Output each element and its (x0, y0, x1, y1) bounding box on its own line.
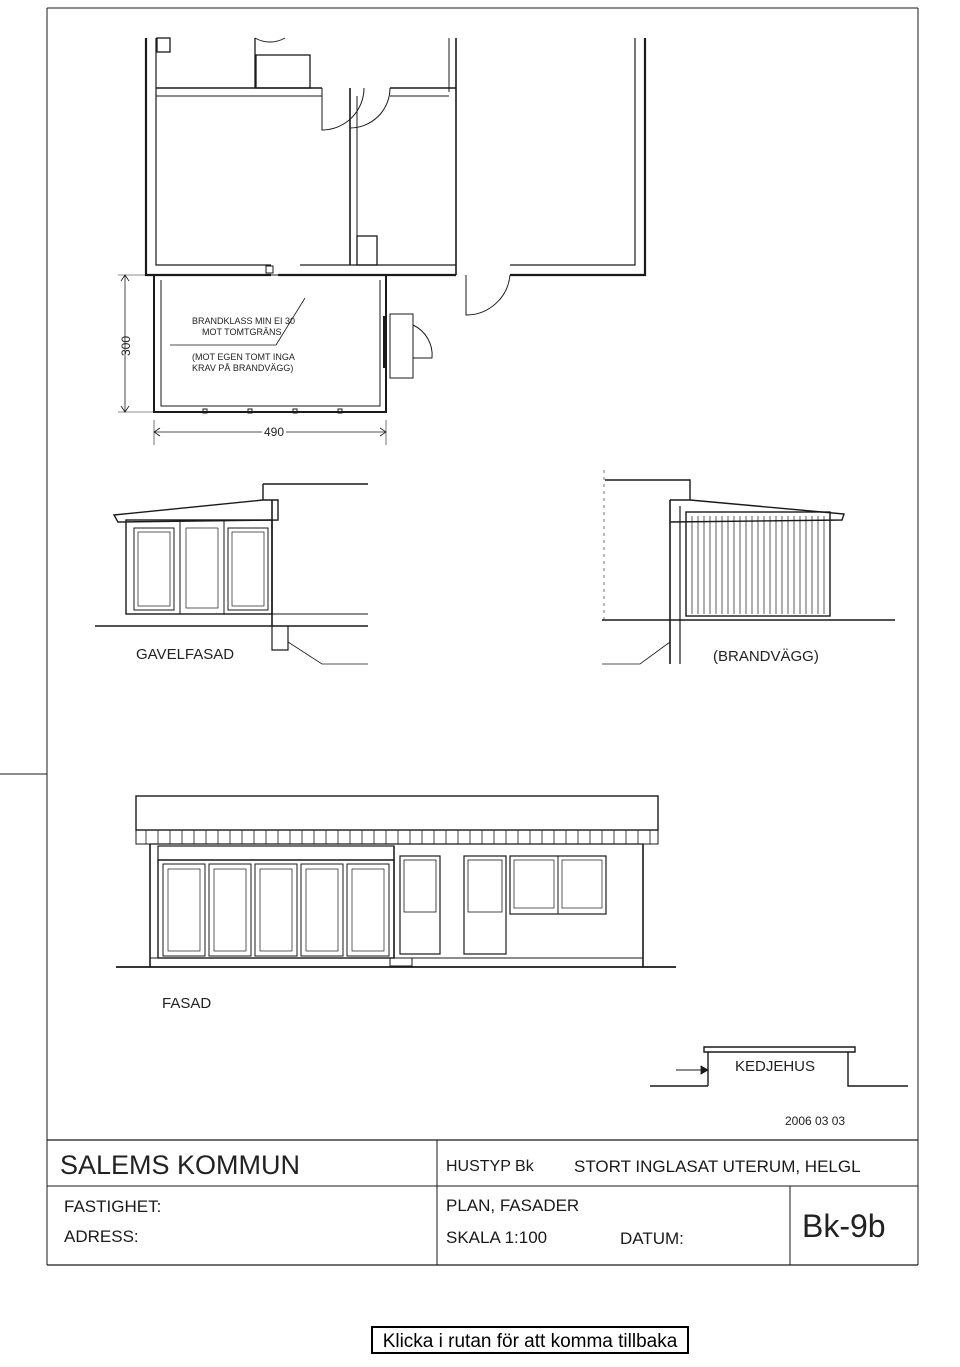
gable-facade-label: GAVELFASAD (136, 646, 235, 663)
dimension-height: 300 (119, 335, 133, 356)
plan-note-own-plot: (MOT EGEN TOMT INGA (192, 352, 295, 362)
house-description: STORT INGLASAT UTERUM, HELGL (574, 1157, 861, 1176)
facade-label: FASAD (162, 995, 212, 1012)
dimension-width: 490 (264, 425, 285, 439)
drawing-date: 2006 03 03 (785, 1114, 846, 1128)
plan-note-no-firewall: KRAV PÅ BRANDVÄGG) (192, 363, 294, 373)
plan-note-fire-class: BRANDKLASS MIN EI 30 (192, 316, 296, 326)
address-label: ADRESS: (64, 1227, 139, 1246)
chain-house-label: KEDJEHUS (735, 1058, 816, 1075)
back-link-button[interactable]: Klicka i rutan för att komma tillbaka (371, 1326, 689, 1354)
sheet-code: Bk-9b (802, 1208, 886, 1244)
drawing-content: PLAN, FASADER (446, 1196, 580, 1215)
firewall-label: (BRANDVÄGG) (713, 648, 819, 665)
date-label: DATUM: (620, 1229, 684, 1248)
floor-plan (118, 38, 645, 445)
property-label: FASTIGHET: (64, 1197, 162, 1216)
house-type: HUSTYP Bk (446, 1158, 534, 1175)
main-facade (116, 796, 676, 967)
plan-note-boundary: MOT TOMTGRÄNS (202, 327, 282, 337)
firewall-elevation (602, 470, 895, 664)
municipality-name: SALEMS KOMMUN (60, 1150, 301, 1180)
sheet-border (0, 8, 918, 1265)
gable-elevation (95, 484, 368, 664)
drawing-scale: SKALA 1:100 (446, 1228, 548, 1247)
